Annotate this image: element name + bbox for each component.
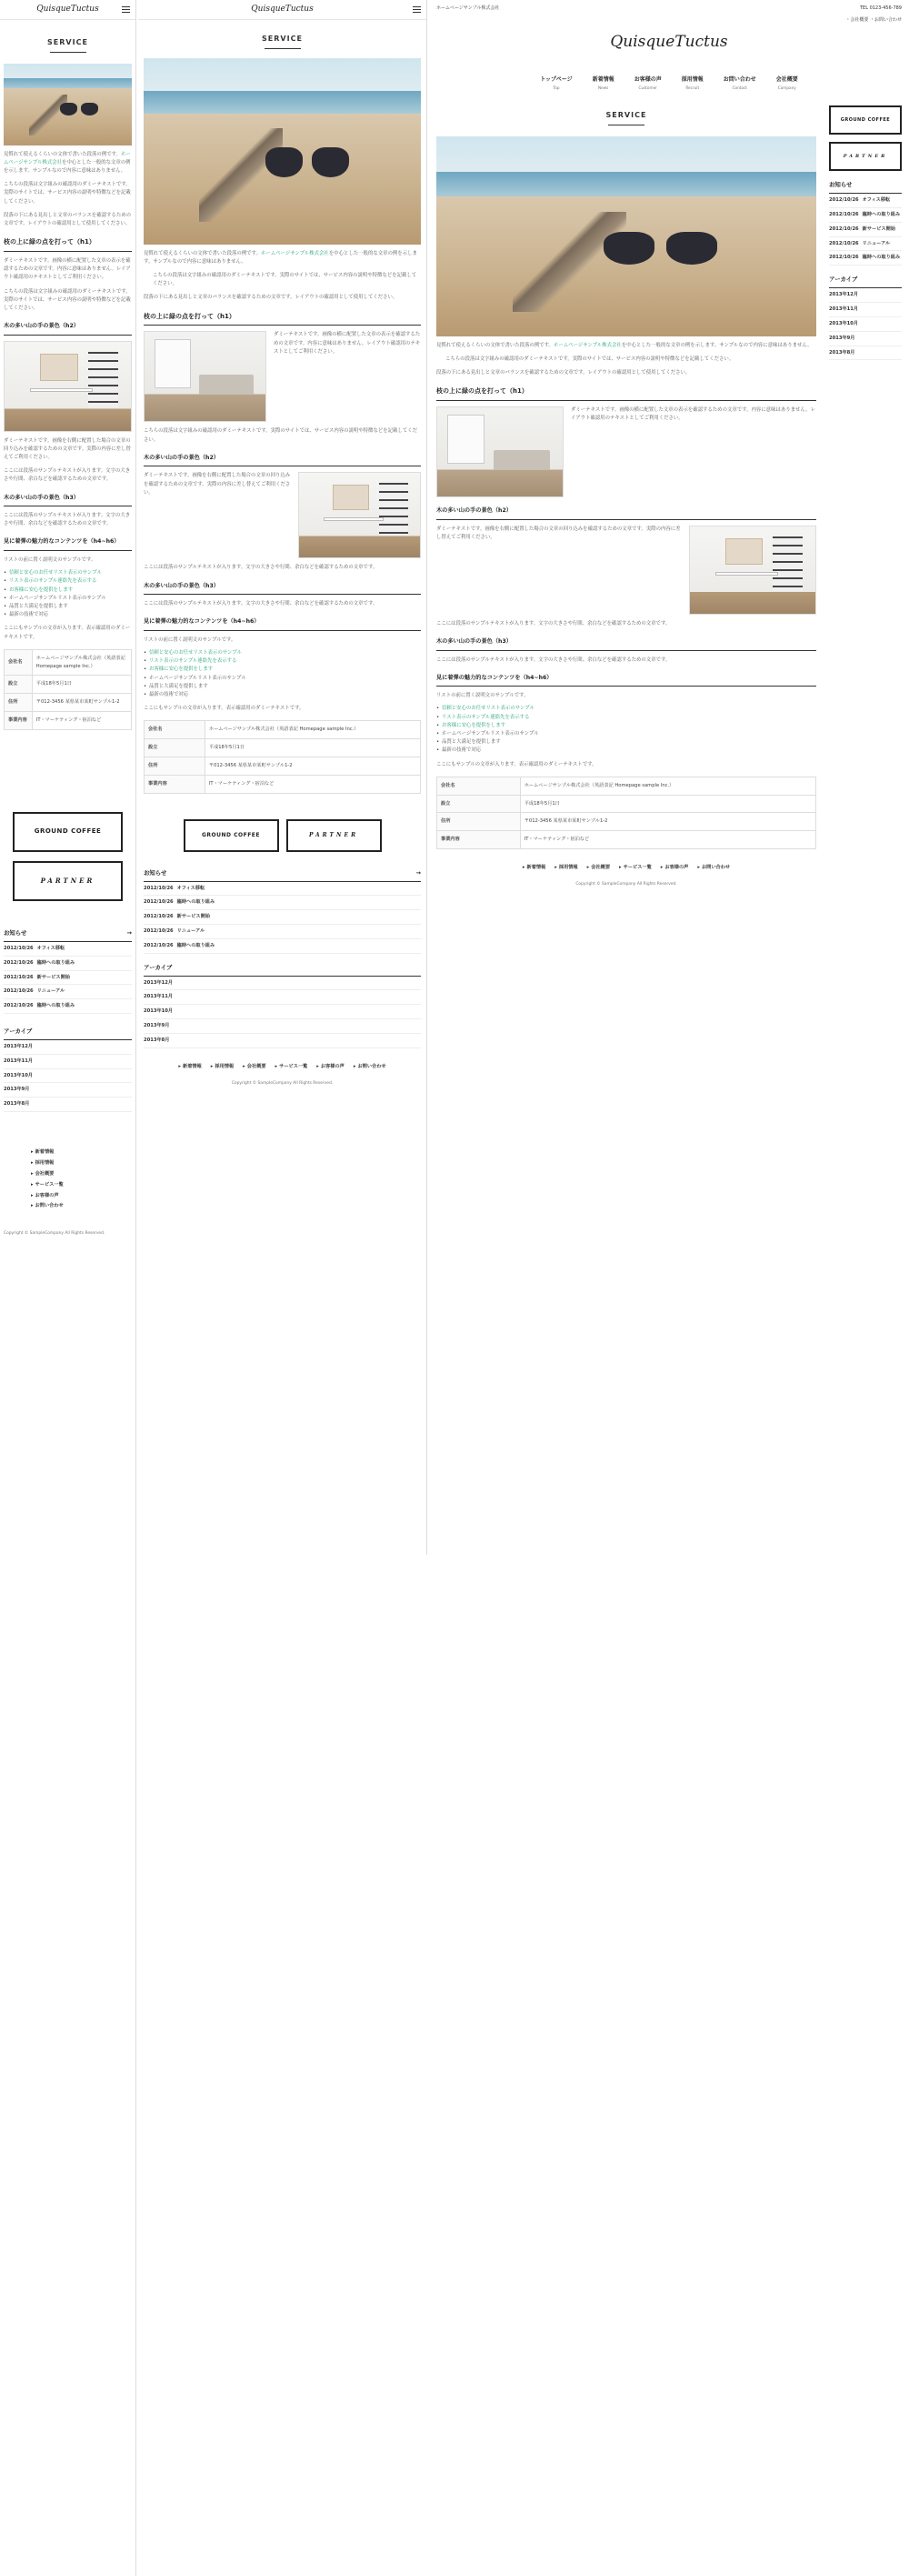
- company-table: [144, 720, 421, 793]
- news-list: [144, 882, 421, 954]
- table-row: 事業内容 IT・マーケティング・宿泊など: [5, 712, 132, 730]
- menu-icon[interactable]: [122, 6, 130, 13]
- paragraph: ダミーテキストです。画像の横に配置した文章の表示を確認するための文章です。内容に意味はありません。レイアウト確認用のテキストとしてご利用ください。: [571, 407, 815, 422]
- news-heading: お知らせ →: [4, 928, 132, 942]
- news-item[interactable]: 2012/10/26 オフィス移転: [144, 882, 421, 897]
- table-row: 住所 〒012-3456 某県某市某町サンプル1-2: [437, 813, 816, 831]
- list-item: • 最新の技術で対応: [144, 691, 421, 699]
- intro-paragraph: 見慣れて使えるくらいの文体で書いた段落の例です。ホームページサンプル株式会社を中心とした一般的な文章の例を示します。サンプルなので内容に意味はありません。: [144, 250, 417, 265]
- paragraph: 段落の下にある見出しと文章のバランスを確認するための文章です。レイアウトの確認用として使用してください。: [144, 295, 398, 301]
- list-item[interactable]: • 信頼と安心のお任せリスト表示のサンプル: [436, 705, 816, 713]
- news-item[interactable]: 2012/10/26 臨時への取り組み: [829, 251, 902, 266]
- footer-link[interactable]: ▸ 採用情報: [31, 1159, 132, 1168]
- partner-banner[interactable]: PARTNER: [13, 861, 123, 901]
- list-item[interactable]: • 信頼と安心のお任せリスト表示のサンプル: [4, 569, 132, 577]
- heading-h2: 木の多い山の手の景色（h2）: [436, 506, 816, 520]
- news-heading: お知らせ →: [144, 868, 421, 882]
- list-item: • 最新の技術で対応: [436, 747, 816, 755]
- heading-h4: 見に着弾の魅力的なコンテンツを（h4~h6）: [436, 674, 816, 687]
- desktop-view: [429, 0, 909, 1382]
- archive-item[interactable]: 2013年11月: [144, 990, 421, 1005]
- footer-link[interactable]: ▸ お客様の声: [31, 1192, 132, 1200]
- archive-item[interactable]: 2013年11月: [4, 1055, 132, 1069]
- page-title: SERVICE: [605, 111, 647, 120]
- tablet-view: [138, 0, 427, 1555]
- archive-list: [144, 977, 421, 1048]
- archive-item[interactable]: 2013年9月: [144, 1019, 421, 1034]
- list-item[interactable]: • お客様に安心を提供をします: [144, 666, 421, 674]
- news-item[interactable]: 2012/10/26 臨時への取り組み: [144, 896, 421, 910]
- archive-item[interactable]: 2013年11月: [829, 303, 902, 317]
- archive-item[interactable]: 2013年12月: [144, 977, 421, 991]
- archive-list: [4, 1040, 132, 1112]
- main-content: [436, 104, 816, 887]
- heading-h2: 木の多い山の手の景色（h2）: [4, 322, 132, 336]
- footer-link[interactable]: ▸ お問い合わせ: [697, 864, 730, 872]
- heading-h1: 枝の上に緑の点を打って（h1）: [436, 386, 816, 401]
- office-desk-image: [689, 526, 816, 615]
- list-item[interactable]: • リスト表示のサンプル連絡先を表示する: [144, 657, 421, 666]
- footer-link[interactable]: ▸ 新着情報: [178, 1063, 201, 1071]
- table-row: 設立 平成18年5月1日: [145, 739, 421, 757]
- footer-link[interactable]: ▸ 会社概要: [587, 864, 610, 872]
- paragraph: ここには段落のサンプルテキストが入ります。文字の大きさや行間、余白などを確認するための文章です。: [436, 620, 671, 626]
- news-item[interactable]: 2012/10/26 新サービス開始: [4, 971, 132, 986]
- footer-link[interactable]: ▸ お問い合わせ: [354, 1063, 386, 1071]
- page-title: SERVICE: [262, 35, 303, 43]
- nav-item-recruit[interactable]: 採用情報 Recruit: [681, 75, 704, 91]
- paragraph: こちらの段落は文字組みの確認用のダミーテキストです。実際のサイトでは、サービス内容の説明や特徴などを記載してください。: [4, 182, 131, 205]
- archive-item[interactable]: 2013年12月: [4, 1040, 132, 1055]
- intro-paragraph: 見慣れて使えるくらいの文体で書いた段落の例です。ホームページサンプル株式会社を中心とした一般的な文章の例を示します。サンプルなので内容に意味はありません。: [4, 151, 131, 174]
- living-room-image: [436, 406, 564, 497]
- archive-item[interactable]: 2013年8月: [829, 346, 902, 361]
- news-item[interactable]: 2012/10/26 オフィス移転: [4, 942, 132, 957]
- footer-link[interactable]: ▸ 会社概要: [243, 1063, 265, 1071]
- top-links: [429, 13, 909, 25]
- paragraph: ここには段落のサンプルテキストが入ります。文字の大きさや行間、余白などを確認するための文章です。: [436, 657, 671, 663]
- paragraph: ここにもサンプルの文章が入ります。表示確認用のダミーテキストです。: [144, 706, 305, 712]
- list-item: • 品質と大満足を提供します: [4, 603, 132, 611]
- paragraph: こちらの段落は文字組みの確認用のダミーテキストです。実際のサイトでは、サービス内容の説明や特徴などを記載してください。: [4, 288, 131, 311]
- archive-item[interactable]: 2013年10月: [4, 1069, 132, 1084]
- footer-link[interactable]: ▸ サービス一覧: [31, 1181, 132, 1189]
- archive-item[interactable]: 2013年9月: [4, 1083, 132, 1098]
- footer-link[interactable]: ▸ サービス一覧: [275, 1063, 308, 1071]
- paragraph: こちらの段落は文字組みの確認用のダミーテキストです。実際のサイトでは、サービス内容の説明や特徴などを記載してください。: [144, 428, 417, 443]
- table-row: 住所 〒012-3456 某県某市某町サンプル1-2: [145, 757, 421, 775]
- heading-h4: 見に着弾の魅力的なコンテンツを（h4~h6）: [144, 617, 421, 631]
- site-logo[interactable]: QuisqueTuctus: [251, 4, 314, 14]
- table-row: 事業内容 IT・マーケティング・宿泊など: [437, 831, 816, 849]
- beach-sunglasses-image: [436, 136, 816, 336]
- list-item[interactable]: • リスト表示のサンプル連絡先を表示する: [4, 577, 132, 586]
- nav-item-contact[interactable]: お問い合わせ Contact: [723, 75, 756, 91]
- footer-link[interactable]: ▸ お客様の声: [661, 864, 689, 872]
- arrow-right-icon[interactable]: →: [126, 928, 132, 937]
- archive-heading: アーカイブ: [4, 1027, 132, 1040]
- paragraph: リストの前に置く説明文のサンプルです。: [436, 693, 529, 699]
- table-row: 会社名 ホームページサンプル株式会社（英語表記 Homepage sample Inc.）: [145, 721, 421, 739]
- nav-item-customer[interactable]: お客様の声 Customer: [634, 75, 662, 91]
- footer-link[interactable]: ▸ 採用情報: [554, 864, 577, 872]
- list-item[interactable]: • お客様に安心を提供をします: [4, 586, 132, 595]
- footer-link[interactable]: ▸ お問い合わせ: [31, 1202, 132, 1210]
- paragraph: ここにもサンプルの文章が入ります。表示確認用のダミーテキストです。: [436, 761, 597, 767]
- table-row: 事業内容 IT・マーケティング・宿泊など: [145, 775, 421, 793]
- office-desk-image: [4, 341, 132, 432]
- paragraph: ここにもサンプルの文章が入ります。表示確認用のダミーテキストです。: [4, 626, 131, 640]
- heading-h4: 見に着弾の魅力的なコンテンツを（h4~h6）: [4, 537, 132, 551]
- ground-coffee-banner[interactable]: GROUND COFFEE: [184, 819, 279, 852]
- list-item[interactable]: • 信頼と安心のお任せリスト表示のサンプル: [144, 649, 421, 657]
- paragraph: ここには段落のサンプルテキストが入ります。文字の大きさや行間、余白などを確認するための文章です。: [144, 601, 378, 607]
- list-item: • ホームページサンプルリスト表示のサンプル: [144, 675, 421, 683]
- nav-item-top[interactable]: トップページ Top: [540, 75, 573, 91]
- phone-number: TEL 0123-456-789: [859, 5, 902, 11]
- footer-link[interactable]: ▸ 新着情報: [31, 1148, 132, 1157]
- paragraph: ここには段落のサンプルテキストが入ります。文字の大きさや行間、余白などを確認するための文章です。: [144, 565, 378, 571]
- table-row: 設立 平成18年5月1日: [437, 795, 816, 813]
- top-bar: [429, 0, 909, 13]
- news-heading: お知らせ: [829, 180, 902, 194]
- feature-list: [4, 569, 132, 619]
- news-item[interactable]: 2012/10/26 臨時への取り組み: [144, 939, 421, 954]
- page-title: SERVICE: [47, 38, 88, 46]
- news-item[interactable]: 2012/10/26 リニューアル: [829, 237, 902, 252]
- footer-link[interactable]: ▸ お客様の声: [316, 1063, 345, 1071]
- list-item[interactable]: • お客様に安心を提供をします: [436, 722, 816, 730]
- global-nav: [429, 75, 909, 91]
- list-item: • 品質と大満足を提供します: [436, 738, 816, 747]
- beach-sunglasses-image: [4, 64, 132, 145]
- intro-paragraph: 見慣れて使えるくらいの文体で書いた段落の例です。ホームページサンプル株式会社を中心とした一般的な文章の例を示します。サンプルなので内容に意味はありません。: [436, 342, 813, 348]
- list-item: • ホームページサンプルリスト表示のサンプル: [4, 595, 132, 603]
- archive-item[interactable]: 2013年8月: [144, 1034, 421, 1048]
- top-link[interactable]: ・会社概要: [845, 16, 869, 23]
- footer-nav: [4, 1148, 132, 1210]
- paragraph: ここには段落のサンプルテキストが入ります。文字の大きさや行間、余白などを確認するための文章です。: [4, 468, 131, 483]
- paragraph: ダミーテキストです。画像を右側に配置した場合の文章の回り込みを確認するための文章です。実際の内容に差し替えてご利用ください。: [144, 473, 291, 496]
- news-item[interactable]: 2012/10/26 臨時への取り組み: [829, 208, 902, 223]
- heading-h1: 枝の上に緑の点を打って（h1）: [144, 312, 421, 326]
- company-name: ホームページサンプル株式会社: [436, 5, 500, 11]
- list-item: • 品質と大満足を提供します: [144, 683, 421, 691]
- paragraph: こちらの段落は文字組みの確認用のダミーテキストです。実際のサイトでは、サービス内容の説明や特徴などを記載してください。: [153, 272, 417, 287]
- news-item[interactable]: 2012/10/26 新サービス開始: [144, 910, 421, 925]
- archive-heading: アーカイブ: [829, 275, 902, 288]
- company-table: [4, 649, 132, 730]
- table-row: 会社名 ホームページサンプル株式会社（英語表記 Homepage sample Inc.）: [5, 649, 132, 676]
- paragraph: ダミーテキストです。画像を右側に配置した場合の文章の回り込みを確認するための文章です。実際の内容に差し替えてご利用ください。: [4, 437, 131, 461]
- news-item[interactable]: 2012/10/26 新サービス開始: [829, 223, 902, 237]
- feature-list: [436, 705, 816, 755]
- heading-h3: 木の多い山の手の景色（h3）: [4, 494, 132, 507]
- archive-item[interactable]: 2013年8月: [4, 1098, 132, 1112]
- news-item[interactable]: 2012/10/26 リニューアル: [4, 985, 132, 999]
- table-row: 設立 平成18年5月1日: [5, 676, 132, 694]
- paragraph: リストの前に置く説明文のサンプルです。: [144, 636, 236, 643]
- paragraph: 段落の下にある見出しと文章のバランスを確認するための文章です。レイアウトの確認用として使用してください。: [4, 212, 131, 226]
- nav-item-company[interactable]: 会社概要 Company: [775, 75, 798, 91]
- list-item[interactable]: • リスト表示のサンプル連絡先を表示する: [436, 714, 816, 722]
- footer-link[interactable]: ▸ 会社概要: [31, 1170, 132, 1178]
- archive-heading: アーカイブ: [144, 963, 421, 977]
- company-link[interactable]: ホームページサンプル株式会社: [260, 250, 329, 256]
- paragraph: ダミーテキストです。画像を右側に配置した場合の文章の回り込みを確認するための文章です。実際の内容に差し替えてご利用ください。: [436, 526, 681, 540]
- paragraph: ここには段落のサンプルテキストが入ります。文字の大きさや行間、余白などを確認するための文章です。: [4, 513, 131, 527]
- footer-nav: [144, 1063, 421, 1071]
- table-row: 会社名 ホームページサンプル株式会社（英語表記 Homepage sample Inc.）: [437, 777, 816, 795]
- beach-sunglasses-image: [144, 58, 421, 245]
- nav-item-news[interactable]: 新着情報 News: [592, 75, 614, 91]
- company-table: [436, 777, 816, 849]
- paragraph: ダミーテキストです。画像の横に配置した文章の表示を確認するための文章です。内容に意味はありません。レイアウト確認用のテキストとしてご利用ください。: [4, 257, 131, 281]
- heading-h3: 木の多い山の手の景色（h3）: [436, 637, 816, 651]
- arrow-right-icon[interactable]: →: [415, 868, 421, 877]
- office-desk-image: [298, 472, 421, 558]
- table-row: 住所 〒012-3456 某県某市某町サンプル1-2: [5, 694, 132, 712]
- archive-item[interactable]: 2013年10月: [829, 317, 902, 332]
- copyright: Copyright © SampleCompany All Rights Reserved.: [575, 881, 677, 887]
- archive-item[interactable]: 2013年10月: [144, 1005, 421, 1019]
- paragraph: こちらの段落は文字組みの確認用のダミーテキストです。実際のサイトでは、サービス内容の説明や特徴などを記載してください。: [445, 356, 734, 362]
- heading-h2: 木の多い山の手の景色（h2）: [144, 454, 421, 467]
- title-underline: [265, 48, 301, 49]
- footer-link[interactable]: ▸ サービス一覧: [619, 864, 652, 872]
- footer-link[interactable]: ▸ 採用情報: [211, 1063, 234, 1071]
- living-room-image: [144, 331, 266, 422]
- site-header: [0, 0, 135, 20]
- menu-icon[interactable]: [413, 6, 421, 13]
- top-link[interactable]: ・お問い合わせ: [869, 16, 902, 23]
- company-link[interactable]: ホームページサンプル株式会社: [553, 342, 622, 348]
- partner-banner[interactable]: PARTNER: [829, 142, 902, 171]
- news-item[interactable]: 2012/10/26 リニューアル: [144, 925, 421, 939]
- heading-h3: 木の多い山の手の景色（h3）: [144, 582, 421, 596]
- feature-list: [144, 649, 421, 699]
- sidebar: [829, 104, 902, 887]
- partner-banner[interactable]: PARTNER: [286, 819, 382, 852]
- archive-list: [829, 288, 902, 360]
- paragraph: 段落の下にある見出しと文章のバランスを確認するための文章です。レイアウトの確認用として使用してください。: [436, 370, 691, 376]
- site-header: [138, 0, 426, 20]
- archive-item[interactable]: 2013年9月: [829, 332, 902, 346]
- ground-coffee-banner[interactable]: GROUND COFFEE: [829, 105, 902, 135]
- list-item: • 最新の技術で対応: [4, 611, 132, 619]
- site-logo[interactable]: QuisqueTuctus: [610, 33, 728, 51]
- copyright: Copyright © SampleCompany All Rights Reserved.: [231, 1080, 334, 1086]
- news-list: [4, 942, 132, 1014]
- footer-nav: [436, 864, 816, 872]
- paragraph: リストの前に置く説明文のサンプルです。: [4, 557, 96, 564]
- mobile-narrow-view: [0, 0, 136, 2576]
- archive-item[interactable]: 2013年12月: [829, 288, 902, 303]
- footer-link[interactable]: ▸ 新着情報: [523, 864, 545, 872]
- list-item: • ホームページサンプルリスト表示のサンプル: [436, 730, 816, 738]
- news-item[interactable]: 2012/10/26 オフィス移転: [829, 194, 902, 208]
- title-underline: [50, 52, 86, 53]
- news-item[interactable]: 2012/10/26 臨時への取り組み: [4, 957, 132, 971]
- ground-coffee-banner[interactable]: GROUND COFFEE: [13, 812, 123, 852]
- heading-h1: 枝の上に緑の点を打って（h1）: [4, 237, 132, 252]
- company-link[interactable]: ホームページサンプル株式会社: [4, 151, 131, 165]
- copyright: Copyright © SampleCompany All Rights Reserved.: [4, 1231, 105, 1237]
- paragraph: ダミーテキストです。画像の横に配置した文章の表示を確認するための文章です。内容に意味はありません。レイアウト確認用のテキストとしてご利用ください。: [274, 332, 421, 355]
- site-logo[interactable]: QuisqueTuctus: [36, 4, 99, 14]
- news-item[interactable]: 2012/10/26 臨時への取り組み: [4, 999, 132, 1014]
- news-list: [829, 194, 902, 266]
